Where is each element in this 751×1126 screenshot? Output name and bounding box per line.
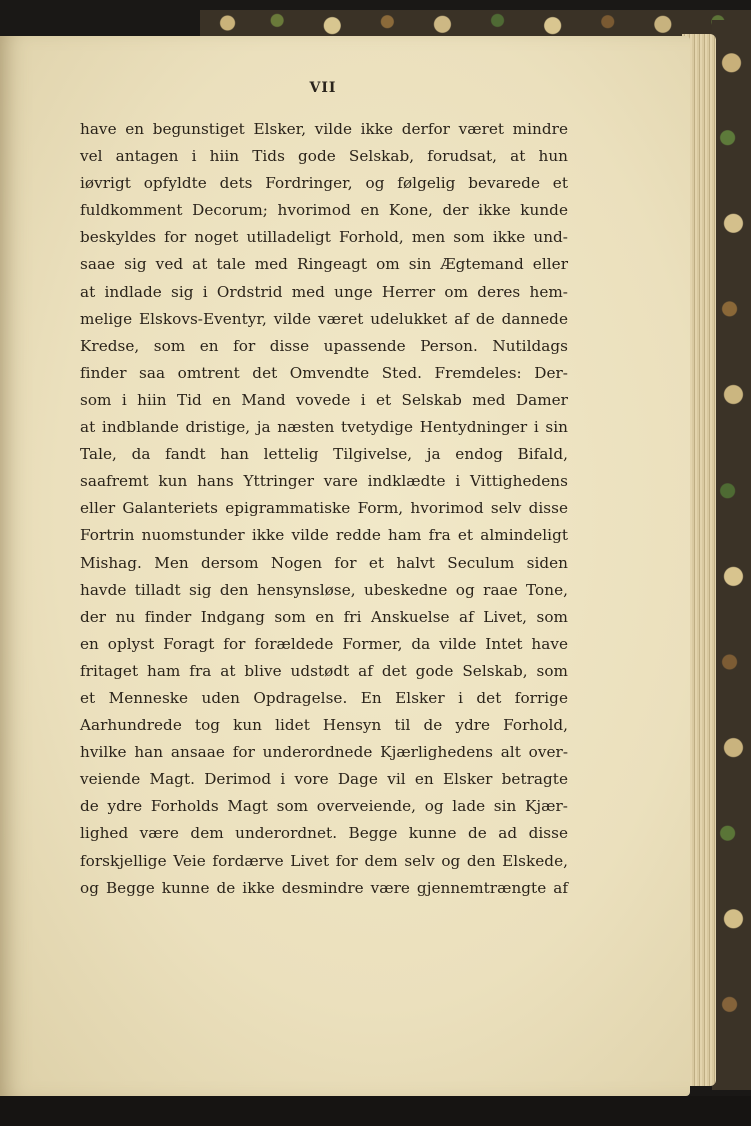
text-line: beskyldes for noget utilladeligt Forhold, men som ikke und-: [80, 228, 568, 247]
text-line: iøvrigt opfyldte dets Fordringer, og følgelig bevarede et: [80, 174, 568, 193]
text-line: fritaget ham fra at blive udstødt af det gode Selskab, som: [80, 661, 568, 680]
text-line: have en begunstiget Elsker, vilde ikke derfor været mindre: [80, 120, 568, 138]
marbled-fore-edge: [712, 20, 751, 1090]
text-line: Kredse, som en for disse upassende Person. Nutildags: [80, 336, 568, 355]
text-line: Mishag. Men dersom Nogen for et halvt Seculum siden: [80, 553, 568, 572]
text-line: saae sig ved at tale med Ringeagt om sin Ægtemand eller: [80, 255, 568, 274]
text-line: lighed være dem underordnet. Begge kunne de ad disse: [80, 824, 568, 843]
text-line: at indblande dristige, ja næsten tvetydige Hentydninger i sin: [80, 418, 568, 437]
text-line: de ydre Forholds Magt som overveiende, og lade sin Kjær-: [80, 797, 568, 816]
scan-background: [0, 1096, 751, 1126]
text-line: eller Galanteriets epigrammatiske Form, hvorimod selv disse: [80, 499, 568, 518]
text-line: veiende Magt. Derimod i vore Dage vil en Elsker betragte: [80, 770, 568, 789]
text-line: saafremt kun hans Yttringer vare indklædte i Vittighedens: [80, 472, 568, 491]
marbled-top-edge: [200, 10, 751, 36]
text-line: fuldkomment Decorum; hvorimod en Kone, der ikke kunde: [80, 201, 568, 220]
page-number: VII: [309, 80, 337, 96]
text-line: melige Elskovs-Eventyr, vilde været udelukket af de dannede: [80, 309, 568, 328]
text-line: at indlade sig i Ordstrid med unge Herrer om deres hem-: [80, 282, 568, 301]
text-line: et Menneske uden Opdragelse. En Elsker i det forrige: [80, 688, 568, 707]
text-line: vel antagen i hiin Tids gode Selskab, forudsat, at hun: [80, 147, 568, 166]
text-line: Aarhundrede tog kun lidet Hensyn til de ydre Forhold,: [80, 716, 568, 735]
body-text: [80, 116, 568, 902]
text-line: der nu finder Indgang som en fri Anskuelse af Livet, som: [80, 607, 568, 626]
text-line: en oplyst Foragt for forældede Former, da vilde Intet have: [80, 634, 568, 653]
text-line: Tale, da fandt han lettelig Tilgivelse, ja endog Bifald,: [80, 445, 568, 464]
text-line: finder saa omtrent det Omvendte Sted. Fremdeles: Der-: [80, 363, 568, 382]
text-line: som i hiin Tid en Mand vovede i et Selskab med Damer: [80, 390, 568, 409]
text-line: havde tilladt sig den hensynsløse, ubeskedne og raae Tone,: [80, 580, 568, 599]
text-line: forskjellige Veie fordærve Livet for dem selv og den Elskede,: [80, 851, 568, 870]
text-line: og Begge kunne de ikke desmindre være gjennemtrængte af: [80, 878, 568, 897]
text-line: Fortrin nuomstunder ikke vilde redde ham fra et almindeligt: [80, 526, 568, 545]
text-line: hvilke han ansaae for underordnede Kjærlighedens alt over-: [80, 743, 568, 762]
